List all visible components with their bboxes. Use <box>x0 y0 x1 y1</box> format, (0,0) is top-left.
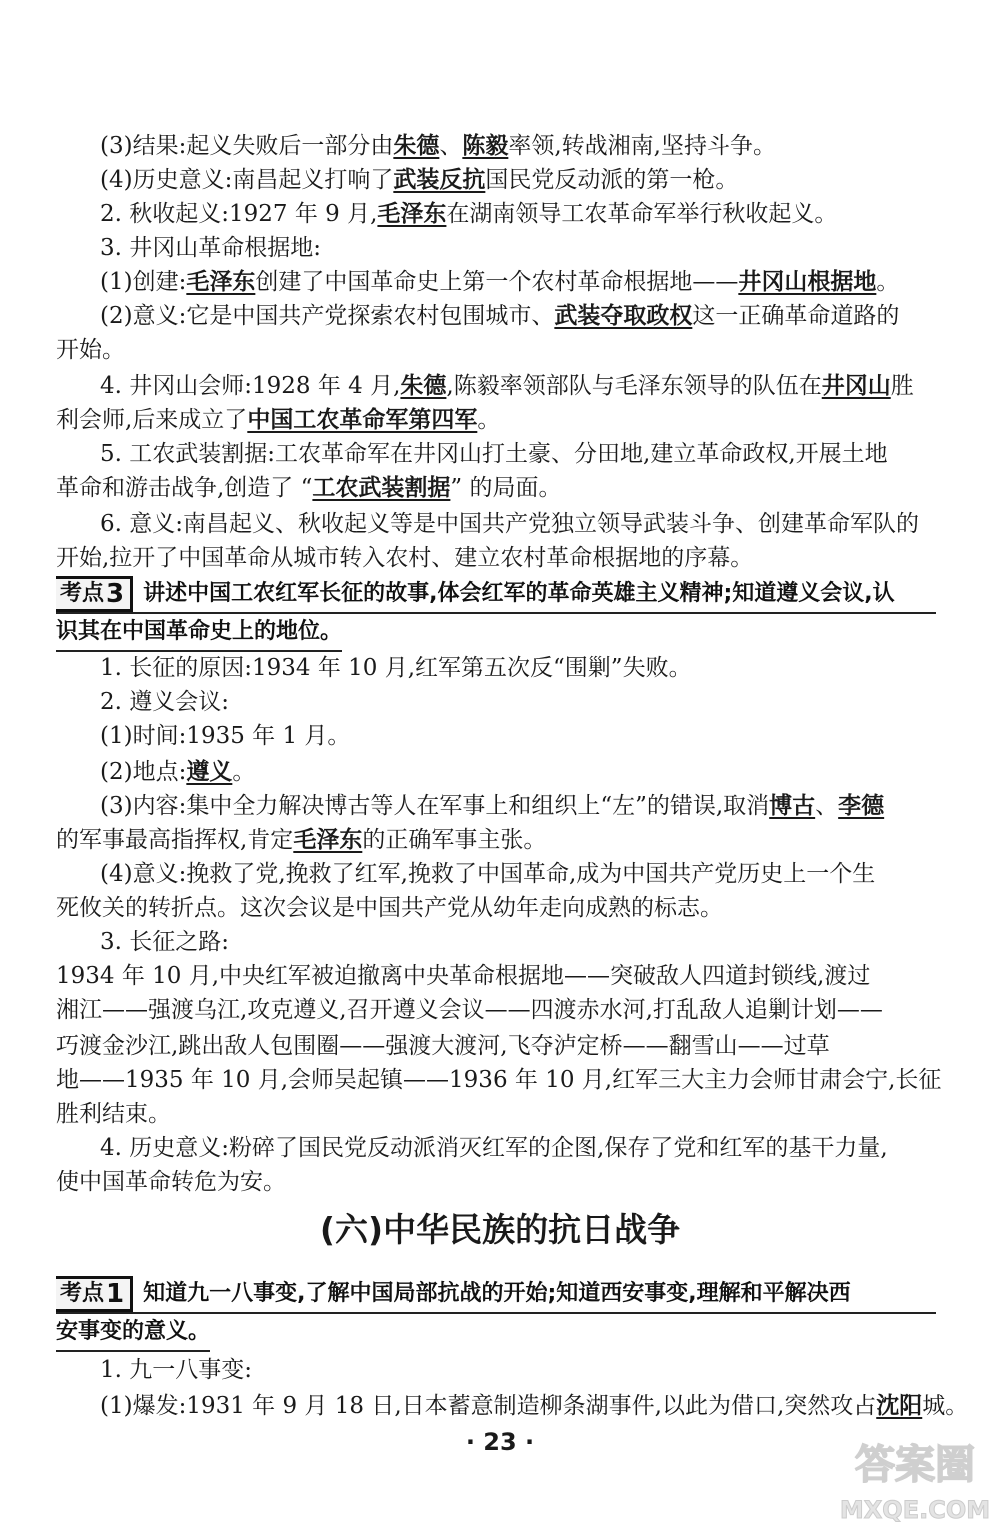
line-text: ” 的局面。 <box>450 475 562 501</box>
line-text: (3)结果:起义失败后一部分由 <box>100 133 394 159</box>
text-line <box>0 1390 1000 1422</box>
text-line <box>0 438 1000 470</box>
line-text: 3. 井冈山革命根据地: <box>100 235 322 261</box>
line-text: 胜 <box>890 373 914 399</box>
text-line <box>0 926 1000 958</box>
line-text: 城。 <box>922 1393 969 1419</box>
text-line <box>0 1132 1000 1164</box>
line-text: (3)内容:集中全力解决博古等人在军事上和组织上“左”的错误,取消 <box>100 793 770 819</box>
answer-underline: 毛泽东 <box>377 200 447 227</box>
text-line <box>0 542 1000 574</box>
text-line <box>0 370 1000 402</box>
kaodian-text-cont: 安事变的意义。 <box>56 1314 210 1352</box>
kaodian-3-box <box>56 576 936 652</box>
line-text: 的军事最高指挥权,肯定 <box>56 827 294 853</box>
line-text: 1934 年 10 月,中央红军被迫撤离中央革命根据地——突破敌人四道封锁线,渡过 <box>56 963 871 989</box>
line-text: 率领,转战湘南,坚持斗争。 <box>508 133 776 159</box>
answer-underline: 陈毅 <box>462 132 509 159</box>
line-text: 。 <box>477 407 501 433</box>
text-line <box>0 824 1000 856</box>
text-line <box>0 790 1000 822</box>
line-text: 5. 工农武装割据:工农革命军在井冈山打土豪、分田地,建立革命政权,开展土地 <box>100 441 888 467</box>
line-text: 在湖南领导工农革命军举行秋收起义。 <box>446 201 838 227</box>
text-line <box>0 892 1000 924</box>
line-text: 胜利结束。 <box>56 1101 171 1127</box>
line-text: 革命和游击战争,创造了 “ <box>56 475 313 501</box>
text-line <box>0 686 1000 718</box>
line-text: 死攸关的转折点。这次会议是中国共产党从幼年走向成熟的标志。 <box>56 895 723 921</box>
answer-underline: 博古 <box>769 792 816 819</box>
text-line <box>0 266 1000 298</box>
line-text: 6. 意义:南昌起义、秋收起义等是中国共产党独立领导武装斗争、创建革命军队的 <box>100 511 920 537</box>
svg-text:答案圈: 答案圈 <box>855 1442 975 1488</box>
answer-underline: 工农武装割据 <box>312 474 451 501</box>
line-text: 1. 长征的原因:1934 年 10 月,红军第五次反“围剿”失败。 <box>100 655 692 681</box>
answer-underline: 武装夺取政权 <box>554 302 693 329</box>
line-text: 4. 井冈山会师:1928 年 4 月, <box>100 373 401 399</box>
line-text: (4)意义:挽救了党,挽救了红军,挽救了中国革命,成为中国共产党历史上一个生 <box>100 861 876 887</box>
line-text: 地——1935 年 10 月,会师吴起镇——1936 年 10 月,红军三大主力会师甘肃会宁,长征 <box>56 1067 942 1093</box>
line-text: 3. 长征之路: <box>100 929 230 955</box>
text-line <box>0 756 1000 788</box>
text-line <box>0 960 1000 992</box>
answer-underline: 李德 <box>838 792 885 819</box>
answer-underline: 中国工农革命军第四军 <box>247 406 478 433</box>
text-line <box>0 300 1000 332</box>
line-text: ,陈毅率领部队与毛泽东领导的队伍在 <box>446 373 822 399</box>
line-text: (1)创建: <box>100 269 187 295</box>
answer-underline: 毛泽东 <box>293 826 363 853</box>
text-line <box>0 994 1000 1026</box>
page-number: · 23 · <box>465 1428 535 1456</box>
text-line <box>0 508 1000 540</box>
line-text: (1)爆发:1931 年 9 月 18 日,日本蓄意制造柳条湖事件,以此为借口,突然攻占 <box>100 1393 877 1419</box>
svg-text:MXQE.COM: MXQE.COM <box>840 1496 990 1524</box>
text-line <box>0 1064 1000 1096</box>
line-text: 使中国革命转危为安。 <box>56 1169 286 1195</box>
line-text: 创建了中国革命史上第一个农村革命根据地—— <box>255 269 739 295</box>
line-text: 2. 秋收起义:1927 年 9 月, <box>100 201 378 227</box>
line-text: 这一正确革命道路的 <box>692 303 900 329</box>
text-line <box>0 1354 1000 1386</box>
kaodian-badge: 考点 3 <box>56 576 133 612</box>
text-line <box>0 232 1000 264</box>
answer-underline: 朱德 <box>393 132 440 159</box>
text-line <box>0 404 1000 436</box>
kaodian-badge: 考点 1 <box>56 1276 133 1312</box>
line-text: 巧渡金沙江,跳出敌人包围圈——强渡大渡河,飞夺泸定桥——翻雪山——过草 <box>56 1033 830 1059</box>
line-text: 。 <box>232 759 256 785</box>
answer-underline: 遵义 <box>186 758 233 785</box>
text-line <box>0 1030 1000 1062</box>
answer-underline: 井冈山 <box>821 372 891 399</box>
line-text: (2)地点: <box>100 759 187 785</box>
line-text: 4. 历史意义:粉碎了国民党反动派消灭红军的企图,保存了党和红军的基干力量, <box>100 1135 888 1161</box>
line-text: 的正确军事主张。 <box>362 827 547 853</box>
kaodian-text: 讲述中国工农红军长征的故事,体会红军的革命英雄主义精神;知道遵义会议,认 <box>143 581 895 606</box>
line-text: 、 <box>439 133 463 159</box>
line-text: 湘江——强渡乌江,攻克遵义,召开遵义会议——四渡赤水河,打乱敌人追剿计划—— <box>56 997 883 1023</box>
answer-underline: 毛泽东 <box>186 268 256 295</box>
kaodian-text: 知道九一八事变,了解中国局部抗战的开始;知道西安事变,理解和平解决西 <box>143 1281 851 1306</box>
text-line <box>0 1098 1000 1130</box>
text-line <box>0 1166 1000 1198</box>
text-line <box>0 720 1000 752</box>
line-text: 开始。 <box>56 337 125 363</box>
answer-underline: 武装反抗 <box>393 166 486 193</box>
line-text: 利会师,后来成立了 <box>56 407 248 433</box>
text-line <box>0 858 1000 890</box>
line-text: 国民党反动派的第一枪。 <box>485 167 739 193</box>
section-title: (六)中华民族的抗日战争 <box>319 1210 681 1249</box>
answer-underline: 朱德 <box>400 372 447 399</box>
line-text: 1. 九一八事变: <box>100 1357 253 1383</box>
line-text: 。 <box>876 269 900 295</box>
text-line <box>0 198 1000 230</box>
text-line <box>0 130 1000 162</box>
kaodian-text-cont: 识其在中国革命史上的地位。 <box>56 614 342 652</box>
text-line <box>0 334 1000 366</box>
line-text: (4)历史意义:南昌起义打响了 <box>100 167 394 193</box>
watermark-logo <box>840 1434 990 1526</box>
text-line <box>0 652 1000 684</box>
answer-underline: 井冈山根据地 <box>738 268 877 295</box>
text-line <box>0 472 1000 504</box>
text-line <box>0 164 1000 196</box>
line-text: (2)意义:它是中国共产党探索农村包围城市、 <box>100 303 555 329</box>
kaodian-1-box <box>56 1276 936 1352</box>
line-text: (1)时间:1935 年 1 月。 <box>100 723 351 749</box>
line-text: 开始,拉开了中国革命从城市转入农村、建立农村革命根据地的序幕。 <box>56 545 754 571</box>
answer-underline: 沈阳 <box>876 1392 923 1419</box>
line-text: 、 <box>815 793 839 819</box>
line-text: 2. 遵义会议: <box>100 689 230 715</box>
